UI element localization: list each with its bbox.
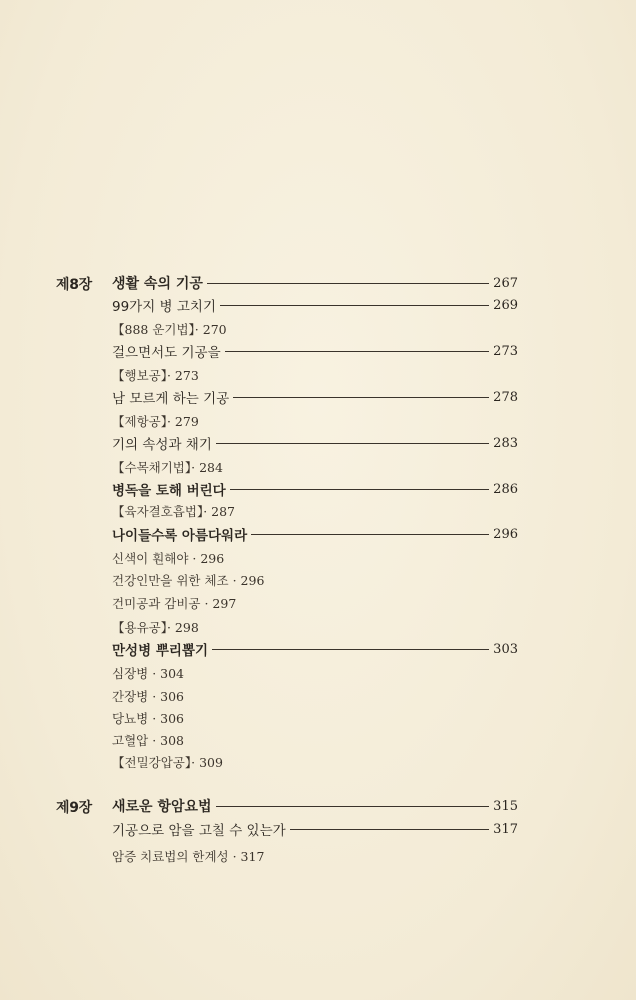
subsection-entry[interactable]: 【행보공】· 273 [112,368,199,383]
page-number: 303 [493,641,518,657]
page-number: 269 [493,297,518,313]
leader-line [230,489,489,490]
subsection-entry[interactable]: 【용유공】· 298 [112,620,199,635]
section-entry[interactable] [112,640,518,658]
subsection-entry[interactable]: 【육자결호흡법】· 287 [112,504,236,519]
leader-line [233,397,489,398]
leader-line [225,351,490,352]
subsection-entry[interactable]: 당뇨병 · 306 [112,711,185,726]
section-entry[interactable] [112,480,518,498]
subsection-entry[interactable]: 【제항공】· 279 [112,414,199,429]
section-title: 병독을 토해 버린다 [112,483,226,499]
section-title: 걸으면서도 기공을 [112,345,221,361]
section-title: 99가지 병 고치기 [112,299,217,315]
subsection-entry[interactable]: 고혈압 · 308 [112,733,185,748]
chapter-number: 제9장 [56,800,92,816]
subsection-entry[interactable]: 건강인만을 위한 체조 · 296 [112,573,265,588]
subsection-entry[interactable]: 심장병 · 304 [112,666,185,681]
page-number: 267 [493,275,518,291]
section-entry[interactable] [112,342,518,360]
chapter-title: 새로운 항암요법 [112,799,212,815]
leader-line [216,806,490,807]
page-number: 278 [493,389,518,405]
leader-line [220,305,489,306]
section-entry[interactable] [112,434,518,452]
page-number: 296 [493,526,518,542]
chapter-entry[interactable] [112,797,518,815]
section-entry[interactable] [112,388,518,406]
subsection-entry[interactable]: 간장병 · 306 [112,689,185,704]
subsection-entry[interactable]: 【전밀강압공】· 309 [112,755,223,770]
leader-line [207,283,489,284]
section-title: 만성병 뿌리뽑기 [112,643,208,659]
page-number: 317 [493,821,518,837]
page-number: 286 [493,481,518,497]
chapter-title: 생활 속의 기공 [112,276,203,292]
leader-line [216,443,489,444]
chapter-number: 제8장 [56,277,92,293]
leader-line [290,829,490,830]
section-title: 기공으로 암을 고칠 수 있는가 [112,823,286,839]
section-entry[interactable] [112,296,518,314]
page-number: 315 [493,798,518,814]
section-title: 남 모르게 하는 기공 [112,391,230,407]
subsection-entry[interactable]: 신색이 훤해야 · 296 [112,551,225,566]
section-title: 나이들수록 아름다워라 [112,528,248,544]
section-title: 기의 속성과 채기 [112,437,212,453]
subsection-entry[interactable]: 【수목채기법】· 284 [112,460,223,475]
page-number: 283 [493,435,518,451]
leader-line [251,534,489,535]
chapter-entry[interactable] [112,274,518,292]
leader-line [212,649,489,650]
section-entry[interactable] [112,525,518,543]
page-number: 273 [493,343,518,359]
section-entry[interactable] [112,820,518,838]
subsection-entry[interactable]: 암증 치료법의 한계성 · 317 [112,849,265,864]
subsection-entry[interactable]: 건미공과 감비공 · 297 [112,596,237,611]
subsection-entry[interactable]: 【888 운기법】· 270 [112,322,227,337]
